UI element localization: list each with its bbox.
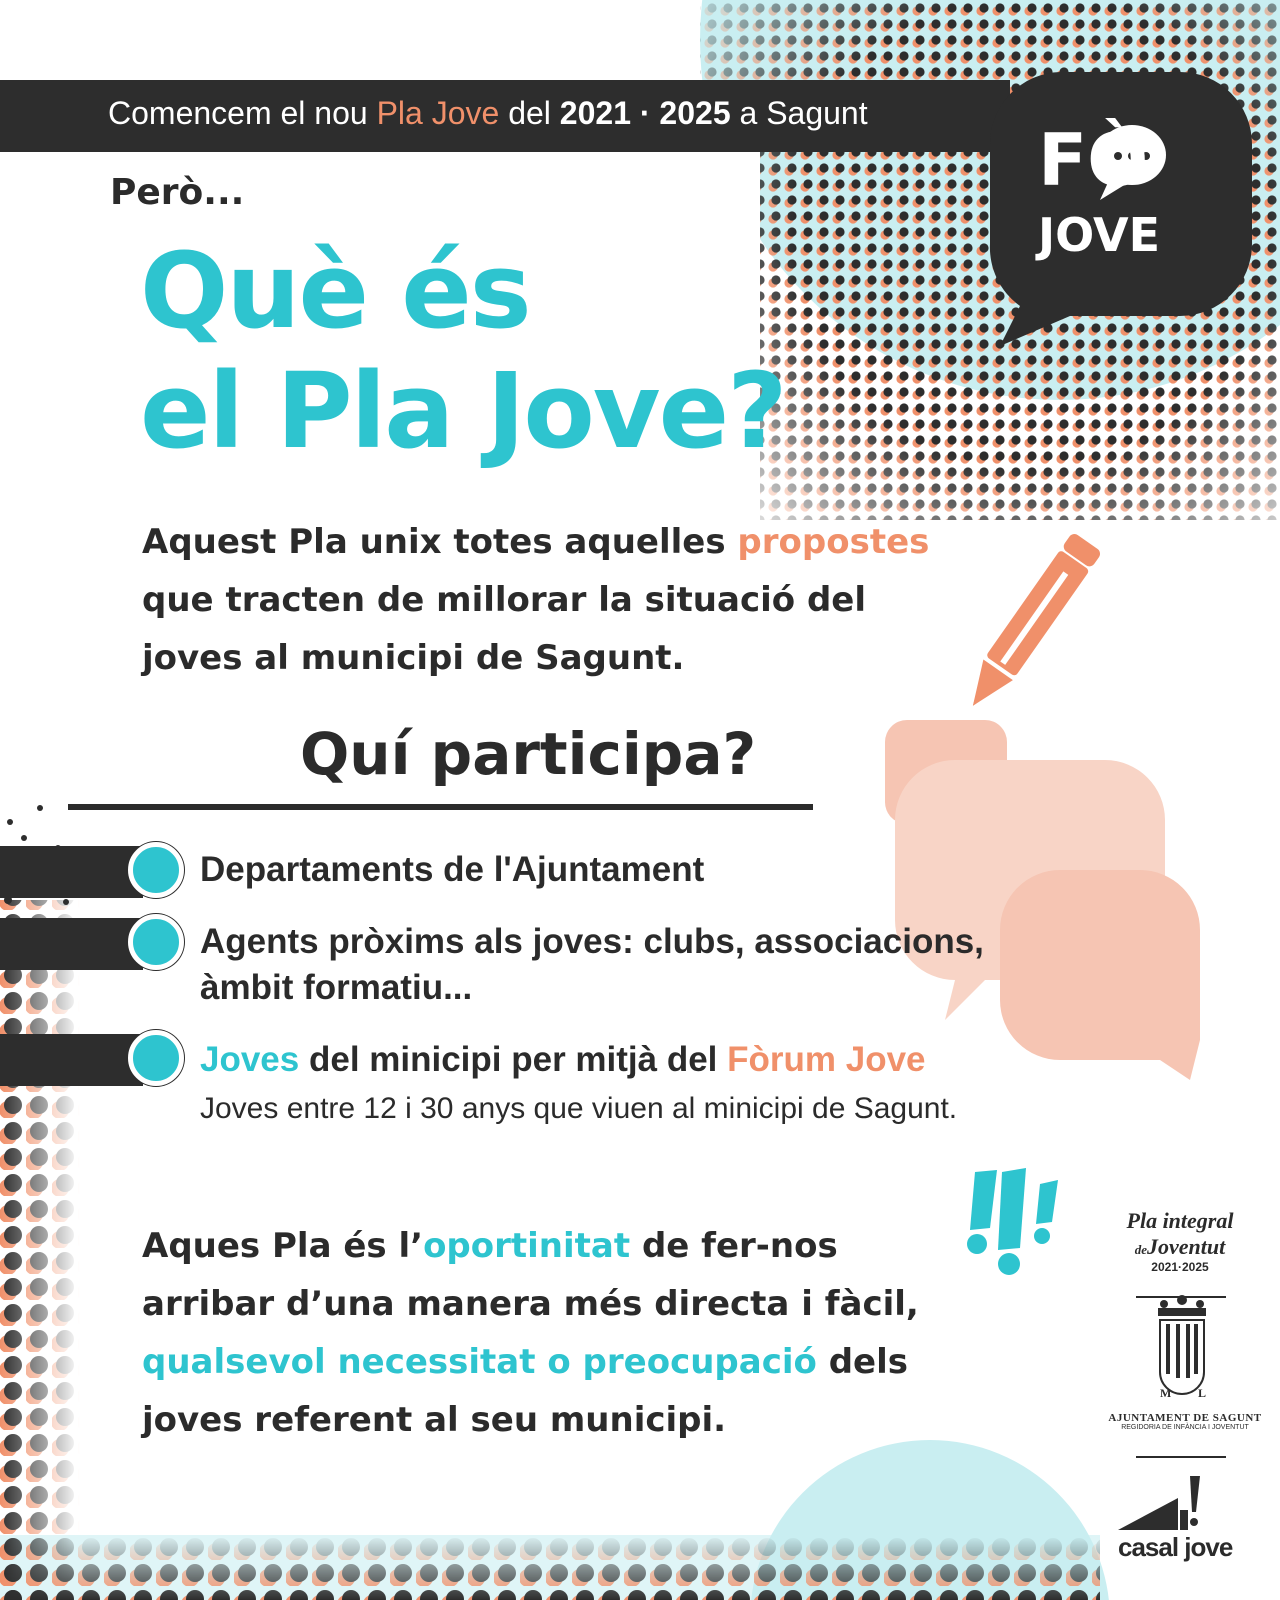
badge-top-text: FÒ [1038, 118, 1149, 202]
page-title-line-1: Què és [140, 230, 530, 352]
badge-bottom-text: JOVE [1038, 208, 1161, 262]
intro-text: Però... [110, 172, 245, 213]
crest-letter-right: L [1198, 1386, 1207, 1400]
list-item-subtext: Joves entre 12 i 30 anys que viuen al minicipi de Sagunt. [200, 1092, 958, 1125]
casal-jove-label: casal jove [1118, 1532, 1233, 1562]
banner-text: Comencem el nou Pla Jove del 2021 · 2025 a Sagunt [108, 95, 868, 131]
closing-line-3: qualsevol necessitat o preocupació dels [142, 1342, 909, 1382]
participants-heading: Quí participa? [300, 720, 757, 788]
description-line-3: joves al municipi de Sagunt. [142, 638, 685, 678]
page-title-line-2: el Pla Jove? [140, 350, 786, 472]
crest-letter-left: M [1160, 1386, 1172, 1400]
list-item: Agents pròxims als joves: clubs, associacions, [200, 922, 984, 961]
ajuntament-logo: AJUNTAMENT DE SAGUNT REGIDORIA DE INFÀNCIA I JOVENTUT [1108, 1412, 1262, 1431]
list-item: Departaments de l'Ajuntament [200, 850, 705, 889]
description-line-2: que tracten de millorar la situació del [142, 580, 866, 620]
closing-line-4: joves referent al seu municipi. [142, 1400, 727, 1440]
list-item: Joves del minicipi per mitjà del Fòrum Jove [200, 1040, 926, 1079]
list-item-continuation: àmbit formatiu... [200, 968, 473, 1007]
closing-line-2: arribar d’una manera més directa i fàcil, [142, 1284, 919, 1324]
pla-integral-logo: Pla integral deJoventut 2021·2025 [1126, 1208, 1234, 1274]
description-line-1: Aquest Pla unix totes aquelles propostes [142, 522, 930, 562]
closing-line-1: Aques Pla és l’oportinitat de fer-nos [142, 1226, 838, 1266]
